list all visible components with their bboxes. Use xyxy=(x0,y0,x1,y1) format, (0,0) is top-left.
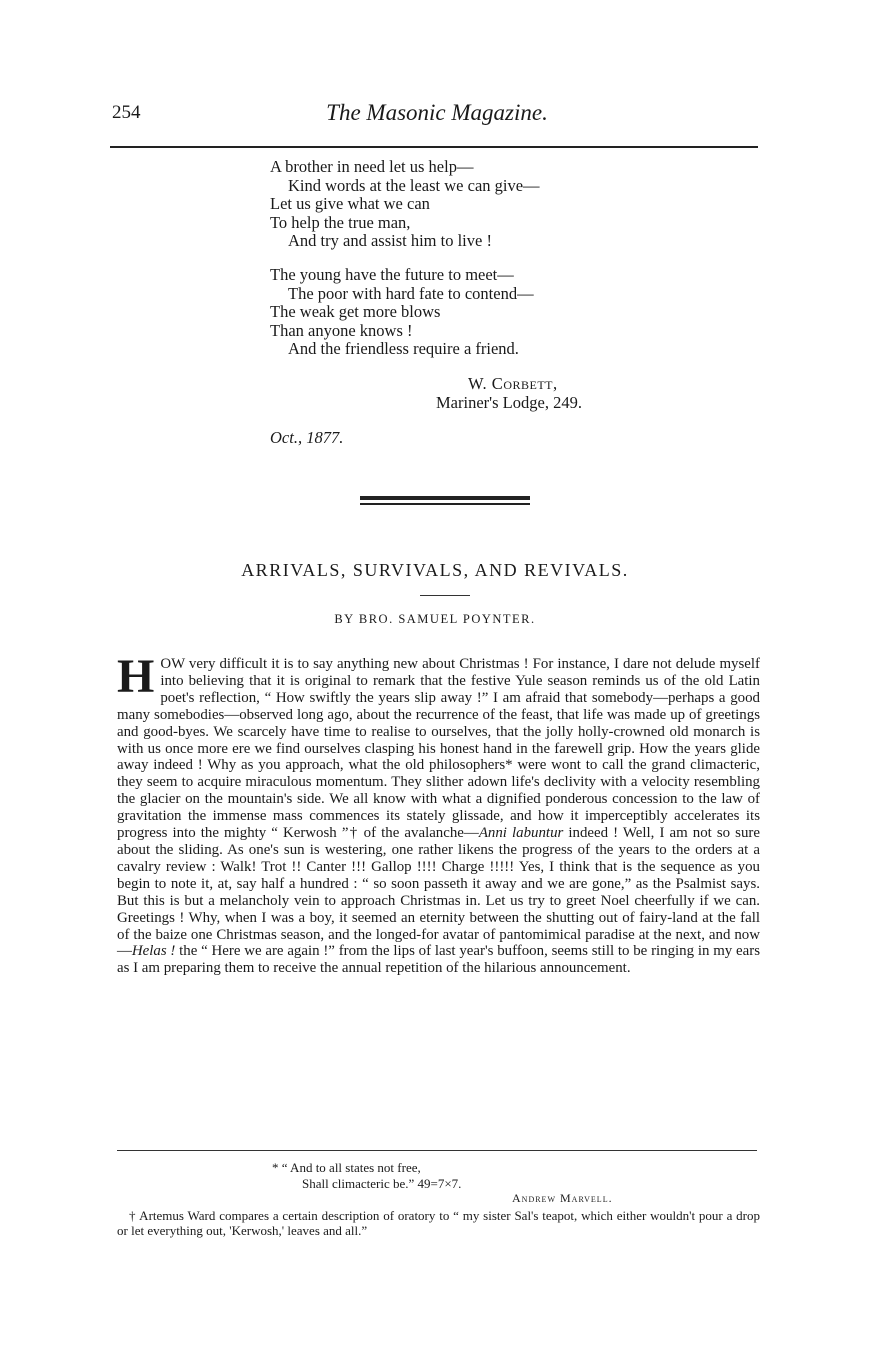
poem-line: The weak get more blows xyxy=(270,302,441,322)
article-byline: BY BRO. SAMUEL POYNTER. xyxy=(334,612,536,626)
body-italic: Anni labuntur xyxy=(478,825,564,842)
footnote-author: Andrew Marvell. xyxy=(512,1191,613,1205)
poem-stanza xyxy=(270,158,540,251)
poem-line: A brother in need let us help— xyxy=(270,157,474,176)
poem-stanza xyxy=(270,266,540,359)
poem-date: Oct., 1877. xyxy=(270,428,344,447)
page-header xyxy=(112,96,762,130)
running-title: The Masonic Magazine. xyxy=(326,100,548,125)
divider-thin-rule xyxy=(360,503,530,505)
poem-line: Kind words at the least we can give— xyxy=(288,175,540,195)
footnote-text: † Artemus Ward compares a certain description of oratory to “ my sister Sal's teapot, which either wouldn't pour a drop or let everything out, 'Kerwosh,' leaves and all.” xyxy=(117,1207,760,1238)
poem xyxy=(270,158,540,374)
signature-lodge: Mariner's Lodge, 249. xyxy=(436,393,582,412)
poem-signature xyxy=(270,374,630,412)
poem-line: The young have the future to meet— xyxy=(270,264,514,284)
footnote-line: Shall climacteric be.” 49=7×7. xyxy=(302,1175,462,1191)
body-text-part: the “ Here we are again !” from the lips of last year's buffoon, seems still to be ringing in my ears as I am preparing them to receive the annual repetition of the hilarious announcement. xyxy=(117,943,760,977)
footnotes xyxy=(117,1160,760,1239)
article-body xyxy=(117,650,760,977)
body-text-part: indeed ! Well, I am not so sure about the sliding. As one's sun is westering, one rather likens the progress of the years to the orders at a cavalry review : Walk! Trot !! Canter !!! Gallop !!!! Charge !!!!! Yes, I think that is the sequence as you begin to note it, at, say half a hundred : “ so soon passeth it away and we are gone,” as the Psalmist says. But this is but a melancholy vein to approach Christmas in. Let us try to greet Noel cheerfully if we can. Greetings ! Why, when I was a boy, it seemed an eternity between the shutting out of fairy-land at the fall of the baize one Christmas season, and the longed-for avatar of pantomimical paradise at the next, and now— xyxy=(117,825,760,960)
poem-line: To help the true man, xyxy=(270,212,411,232)
footnote-line: * “ And to all states not free, xyxy=(272,1160,421,1175)
footnote-rule xyxy=(117,1150,757,1151)
page-number: 254 xyxy=(112,102,141,123)
title-rule xyxy=(420,595,470,596)
drop-cap: H xyxy=(117,650,155,703)
poem-line: Let us give what we can xyxy=(270,194,430,214)
poem-line: The poor with hard fate to contend— xyxy=(288,283,534,303)
article-title: ARRIVALS, SURVIVALS, AND REVIVALS. xyxy=(241,560,629,580)
body-italic: Helas ! xyxy=(131,943,176,960)
header-rule xyxy=(110,146,758,148)
poem-line: And the friendless require a friend. xyxy=(288,339,519,359)
signature-name xyxy=(468,374,630,393)
body-text-part: OW very difficult it is to say anything new about Christmas ! For instance, I dare not delude myself into believing that it is original to remark that the festive Yule season reminds us of the old Latin poet's reflection, “ How swiftly the years slip away !” I am afraid that somebody—perhaps a good many somebodies—observed long ago, about the recurrence of the feast, that life was made up of greetings and good-byes. We scarcely have time to realise to ourselves, that the jolly holly-crowned old monarch is with us once more ere we find ourselves clasping his honest hand in the farewell grip. How the years glide away indeed ! Why as you approach, what the old philosophers* were wont to call the grand climacteric, they seem to acquire miraculous momentum. They slither adown life's declivity with a velocity resembling the glacier on the mountain's side. We all know with what a dignified ponderous concession to the law of gravitation the immense mass commences its stately glissade, and how it imperceptibly accelerates its progress into the mighty “ Kerwosh ”† of the avalanche— xyxy=(117,656,760,842)
footnote-1 xyxy=(272,1160,760,1207)
poem-line: And try and assist him to live ! xyxy=(288,231,492,251)
section-divider xyxy=(360,496,530,505)
footnote-2 xyxy=(117,1208,760,1239)
divider-thick-rule xyxy=(360,496,530,500)
signature-name-text: W. Corbett, xyxy=(468,374,558,393)
poem-line: Than anyone knows ! xyxy=(270,320,413,340)
